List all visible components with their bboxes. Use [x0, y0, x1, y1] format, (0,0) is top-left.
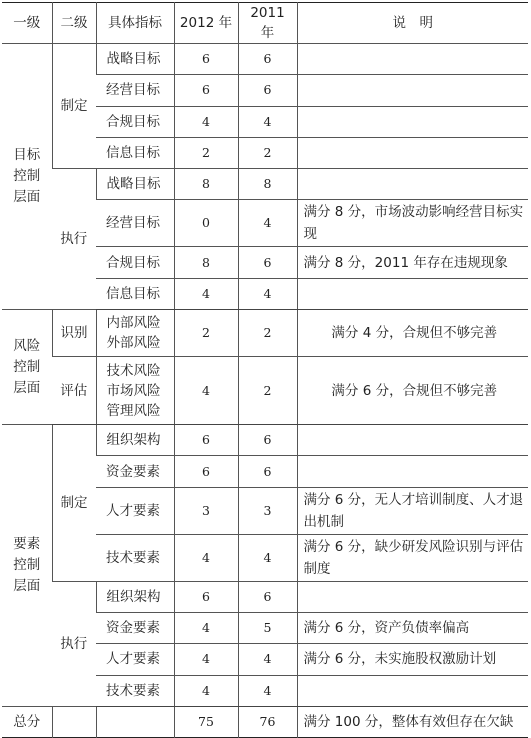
score-2012: 4: [174, 357, 238, 425]
note-cell: [297, 425, 528, 456]
header-row: [2, 3, 528, 44]
subgroup-label: 制定: [52, 425, 96, 582]
indicator-cell: 信息目标: [96, 278, 174, 309]
note-cell: 满分 6 分，缺少研发风险识别与评估制度: [297, 534, 528, 581]
score-2012: 6: [174, 581, 238, 612]
table-row: [2, 44, 528, 75]
group-label: 要素控制层面: [2, 425, 52, 707]
score-2012: 6: [174, 44, 238, 75]
header-2011: 2011 年: [238, 3, 297, 44]
total-label: 总分: [2, 706, 52, 737]
subgroup-label: 制定: [52, 44, 96, 169]
score-2011: 6: [238, 247, 297, 278]
note-cell: 满分 6 分，资产负债率偏高: [297, 612, 528, 643]
score-2012: 8: [174, 247, 238, 278]
score-2012: 4: [174, 675, 238, 706]
indicator-cell: 技术风险市场风险管理风险: [96, 357, 174, 425]
indicator-cell: 合规目标: [96, 106, 174, 137]
score-2011: 2: [238, 137, 297, 168]
table-row: [2, 357, 528, 425]
header-level1: 一级: [13, 15, 41, 31]
note-cell: [297, 278, 528, 309]
score-2012: 6: [174, 456, 238, 487]
indicator-cell: 信息目标: [96, 137, 174, 168]
score-2011: 6: [238, 44, 297, 75]
score-2012: 4: [174, 534, 238, 581]
note-cell: [297, 581, 528, 612]
indicator-cell: 经营目标: [96, 75, 174, 106]
score-2012: 8: [174, 169, 238, 200]
table-row: [2, 169, 528, 200]
indicator-cell: 组织架构: [96, 425, 174, 456]
indicator-cell: 人才要素: [96, 644, 174, 675]
total-subgroup-empty: [52, 706, 96, 737]
score-2011: 4: [238, 534, 297, 581]
note-cell: 满分 4 分，合规但不够完善: [297, 310, 528, 357]
total-note: 满分 100 分，整体有效但存在欠缺: [297, 706, 528, 737]
note-cell: [297, 75, 528, 106]
indicator-cell: 技术要素: [96, 534, 174, 581]
note-cell: 满分 8 分，2011 年存在违规现象: [297, 247, 528, 278]
header-level2: 二级: [52, 3, 96, 44]
score-2011: 3: [238, 487, 297, 534]
note-cell: [297, 169, 528, 200]
score-2012: 2: [174, 310, 238, 357]
score-2012: 3: [174, 487, 238, 534]
score-2011: 6: [238, 456, 297, 487]
score-2011: 2: [238, 310, 297, 357]
indicator-cell: 人才要素: [96, 487, 174, 534]
group-label: 风险控制层面: [2, 310, 52, 425]
indicator-cell: 战略目标: [96, 44, 174, 75]
indicator-cell: 资金要素: [96, 456, 174, 487]
score-2011: 6: [238, 75, 297, 106]
score-2012: 6: [174, 425, 238, 456]
indicator-cell: 经营目标: [96, 200, 174, 247]
indicator-cell: 内部风险外部风险: [96, 310, 174, 357]
score-2011: 4: [238, 106, 297, 137]
score-2011: 6: [238, 581, 297, 612]
table-row: [2, 581, 528, 612]
header-notes: 说 明: [297, 3, 528, 44]
subgroup-label: 识别: [52, 310, 96, 357]
score-2012: 4: [174, 612, 238, 643]
note-cell: [297, 106, 528, 137]
note-cell: 满分 8 分，市场波动影响经营目标实现: [297, 200, 528, 247]
note-cell: [297, 44, 528, 75]
score-2012: 0: [174, 200, 238, 247]
total-2012: 75: [174, 706, 238, 737]
header-2012: 2012 年: [174, 3, 238, 44]
table-row: [2, 310, 528, 357]
indicator-cell: 资金要素: [96, 612, 174, 643]
total-indicator-empty: [96, 706, 174, 737]
scoring-table: [2, 2, 528, 738]
note-cell: 满分 6 分，无人才培训制度、人才退出机制: [297, 487, 528, 534]
score-2011: 4: [238, 675, 297, 706]
subgroup-label: 执行: [52, 581, 96, 706]
note-cell: [297, 456, 528, 487]
header-indicator: 具体指标: [96, 3, 174, 44]
group-label: 目标控制层面: [2, 44, 52, 310]
total-2011: 76: [238, 706, 297, 737]
score-2011: 6: [238, 425, 297, 456]
score-2012: 4: [174, 278, 238, 309]
score-2011: 4: [238, 278, 297, 309]
note-cell: [297, 675, 528, 706]
score-2012: 2: [174, 137, 238, 168]
indicator-cell: 合规目标: [96, 247, 174, 278]
score-2011: 5: [238, 612, 297, 643]
score-2011: 4: [238, 644, 297, 675]
score-2012: 4: [174, 106, 238, 137]
indicator-cell: 战略目标: [96, 169, 174, 200]
table-row: [2, 425, 528, 456]
note-cell: [297, 137, 528, 168]
total-row: [2, 706, 528, 737]
subgroup-label: 评估: [52, 357, 96, 425]
score-2012: 4: [174, 644, 238, 675]
score-2011: 4: [238, 200, 297, 247]
indicator-cell: 技术要素: [96, 675, 174, 706]
subgroup-label: 执行: [52, 169, 96, 310]
score-2011: 8: [238, 169, 297, 200]
note-cell: 满分 6 分，未实施股权激励计划: [297, 644, 528, 675]
score-2012: 6: [174, 75, 238, 106]
score-2011: 2: [238, 357, 297, 425]
note-cell: 满分 6 分，合规但不够完善: [297, 357, 528, 425]
indicator-cell: 组织架构: [96, 581, 174, 612]
